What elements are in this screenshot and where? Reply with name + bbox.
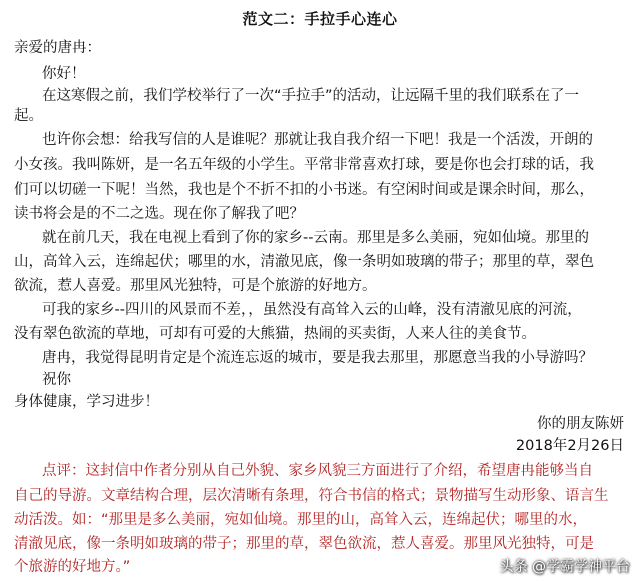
paragraph-line: 读书将会是的不二之选。现在你了解我了吧？ <box>14 206 304 222</box>
paragraph-line: 就在前几天，我在电视上看到了你的家乡--云南。那里是多么美丽，宛如仙境。那里的 <box>42 230 589 246</box>
comment-line: 点评：这封信中作者分别从自己外貌、家乡风貌三方面进行了介绍，希望唐冉能够当自 <box>42 463 593 479</box>
signature: 你的朋友陈妍 <box>537 416 624 432</box>
date: 2018年2月26日 <box>515 438 624 454</box>
paragraph-line: 欲流，惹人喜爱。那里风光独特，可是个旅游的好地方。 <box>14 278 377 294</box>
paragraph-line: 唐冉，我觉得昆明肯定是个流连忘返的城市，要是我去那里，那愿意当我的小导游吗？ <box>42 350 593 366</box>
paragraph-line: 没有翠色欲流的草地，可却有可爱的大熊猫，热闹的买卖街，人来人往的美食节。 <box>14 326 536 342</box>
closing-blessing: 身体健康，学习进步！ <box>14 394 159 410</box>
paragraph-line: 也许你会想：给我写信的人是谁呢？那就让我自我介绍一下吧！我是一个活泼，开朗的 <box>42 132 593 148</box>
paragraph-line: 可我的家乡--四川的风景而不差，，虽然没有高耸入云的山峰，没有清澈见底的河流， <box>42 302 582 318</box>
watermark: 头条 @学霸学神平台 <box>499 559 630 575</box>
paragraph-line: 起。 <box>14 108 43 124</box>
comment-line: 自己的导游。文章结构合理，层次清晰有条理，符合书信的格式；景物描写生动形象、语言生 <box>14 488 609 504</box>
paragraph-line: 们可以切磋一下呢！当然，我也是个不折不扣的小书迷。有空闲时间或是课余时间，那么， <box>14 182 594 198</box>
paragraph-line: 在这寒假之前，我们学校举行了一次“手拉手”的活动，让远隔千里的我们联系在了一 <box>42 88 580 104</box>
paragraph-line: 山，高耸入云，连绵起伏；哪里的水，清澈见底，像一条明如玻璃的带子；那里的草，翠色 <box>14 254 594 270</box>
greeting: 你好！ <box>42 66 86 82</box>
salutation: 亲爱的唐冉： <box>14 40 101 56</box>
closing-wish: 祝你 <box>42 372 71 388</box>
comment-line: 动活泼。如：“那里是多么美丽，宛如仙境。那里的山，高耸入云，连绵起伏；哪里的水， <box>14 512 588 528</box>
comment-line: 清澈见底，像一条明如玻璃的带子；那里的草，翠色欲流，惹人喜爱。那里风光独特，可是 <box>14 536 594 552</box>
comment-line: 个旅游的好地方。” <box>14 559 131 575</box>
paragraph-line: 小女孩。我叫陈妍，是一名五年级的小学生。平常非常喜欢打球，要是你也会打球的话，我 <box>14 157 594 173</box>
page-title: 范文二：手拉手心连心 <box>242 10 398 28</box>
